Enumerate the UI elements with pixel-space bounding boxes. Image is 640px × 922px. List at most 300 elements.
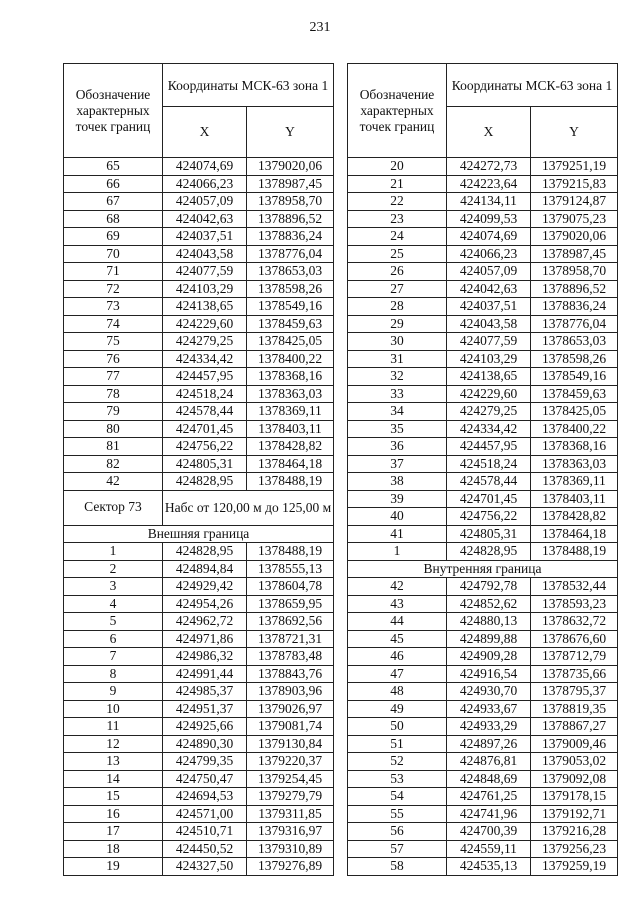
table-row (348, 788, 618, 806)
header-point-designation: Обозначение характерных точек границ (348, 64, 447, 158)
x-coordinate-cell: 424933,29 (447, 718, 531, 736)
point-number-cell: 8 (64, 665, 163, 683)
header-row (64, 64, 334, 107)
point-number-cell: 21 (348, 175, 447, 193)
y-coordinate-cell: 1379053,02 (531, 753, 618, 771)
outer-boundary-label: Внешняя граница (64, 525, 334, 543)
x-coordinate-cell: 424057,09 (447, 263, 531, 281)
x-coordinate-cell: 424792,78 (447, 578, 531, 596)
y-coordinate-cell: 1378464,18 (247, 455, 334, 473)
y-coordinate-cell: 1378598,26 (531, 350, 618, 368)
point-number-cell: 40 (348, 508, 447, 526)
x-coordinate-cell: 424037,51 (447, 298, 531, 316)
y-coordinate-cell: 1378428,82 (531, 508, 618, 526)
x-coordinate-cell: 424962,72 (163, 613, 247, 631)
table-row (348, 490, 618, 508)
y-coordinate-cell: 1378368,16 (531, 438, 618, 456)
point-number-cell: 66 (64, 175, 163, 193)
x-coordinate-cell: 424518,24 (163, 385, 247, 403)
point-number-cell: 23 (348, 210, 447, 228)
y-coordinate-cell: 1379009,46 (531, 735, 618, 753)
table-row (64, 420, 334, 438)
x-coordinate-cell: 424066,23 (447, 245, 531, 263)
y-coordinate-cell: 1379130,84 (247, 735, 334, 753)
x-coordinate-cell: 424701,45 (447, 490, 531, 508)
y-coordinate-cell: 1379075,23 (531, 210, 618, 228)
table-row (348, 613, 618, 631)
x-coordinate-cell: 424852,62 (447, 595, 531, 613)
point-number-cell: 41 (348, 525, 447, 543)
x-coordinate-cell: 424077,59 (447, 333, 531, 351)
point-number-cell: 38 (348, 473, 447, 491)
table-row (64, 298, 334, 316)
y-coordinate-cell: 1378549,16 (531, 368, 618, 386)
x-coordinate-cell: 424042,63 (447, 280, 531, 298)
y-coordinate-cell: 1378555,13 (247, 560, 334, 578)
point-number-cell: 20 (348, 158, 447, 176)
table-row (348, 455, 618, 473)
table-row (348, 298, 618, 316)
point-number-cell: 67 (64, 193, 163, 211)
point-number-cell: 45 (348, 630, 447, 648)
point-number-cell: 27 (348, 280, 447, 298)
point-number-cell: 47 (348, 665, 447, 683)
point-number-cell: 46 (348, 648, 447, 666)
point-number-cell: 5 (64, 613, 163, 631)
table-row (348, 683, 618, 701)
point-number-cell: 2 (64, 560, 163, 578)
x-coordinate-cell: 424138,65 (163, 298, 247, 316)
table-row (64, 578, 334, 596)
table-row (348, 263, 618, 281)
table-row (348, 385, 618, 403)
table-row (64, 315, 334, 333)
table-row (348, 858, 618, 876)
point-number-cell: 55 (348, 805, 447, 823)
table-row (64, 823, 334, 841)
table-row (348, 700, 618, 718)
x-coordinate-cell: 424756,22 (163, 438, 247, 456)
x-coordinate-cell: 424805,31 (447, 525, 531, 543)
y-coordinate-cell: 1379311,85 (247, 805, 334, 823)
table-row (348, 630, 618, 648)
header-coordinate-system: Координаты МСК-63 зона 1 (447, 64, 618, 107)
table-row (64, 648, 334, 666)
point-number-cell: 26 (348, 263, 447, 281)
x-coordinate-cell: 424279,25 (163, 333, 247, 351)
y-coordinate-cell: 1378425,05 (247, 333, 334, 351)
x-coordinate-cell: 424951,37 (163, 700, 247, 718)
table-row (348, 718, 618, 736)
y-coordinate-cell: 1379254,45 (247, 770, 334, 788)
table-row (348, 665, 618, 683)
y-coordinate-cell: 1378400,22 (247, 350, 334, 368)
left-rows-outer (64, 543, 334, 876)
point-number-cell: 58 (348, 858, 447, 876)
y-coordinate-cell: 1378363,03 (247, 385, 334, 403)
table-row (64, 840, 334, 858)
x-coordinate-cell: 424518,24 (447, 455, 531, 473)
table-row (348, 245, 618, 263)
point-number-cell: 49 (348, 700, 447, 718)
sector-row (64, 490, 334, 525)
table-row (348, 368, 618, 386)
point-number-cell: 16 (64, 805, 163, 823)
y-coordinate-cell: 1378464,18 (531, 525, 618, 543)
x-coordinate-cell: 424099,53 (447, 210, 531, 228)
table-row (348, 508, 618, 526)
y-coordinate-cell: 1379020,06 (531, 228, 618, 246)
x-coordinate-cell: 424450,52 (163, 840, 247, 858)
x-coordinate-cell: 424930,70 (447, 683, 531, 701)
x-coordinate-cell: 424074,69 (163, 158, 247, 176)
point-number-cell: 51 (348, 735, 447, 753)
table-row (64, 630, 334, 648)
point-number-cell: 24 (348, 228, 447, 246)
table-row (64, 228, 334, 246)
left-rows-top (64, 158, 334, 491)
point-number-cell: 72 (64, 280, 163, 298)
x-coordinate-cell: 424897,26 (447, 735, 531, 753)
table-row (348, 210, 618, 228)
point-number-cell: 30 (348, 333, 447, 351)
table-row (64, 858, 334, 876)
y-coordinate-cell: 1378549,16 (247, 298, 334, 316)
point-number-cell: 4 (64, 595, 163, 613)
table-row (64, 210, 334, 228)
table-row (348, 840, 618, 858)
table-row (64, 613, 334, 631)
x-coordinate-cell: 424077,59 (163, 263, 247, 281)
table-row (64, 175, 334, 193)
point-number-cell: 1 (348, 543, 447, 561)
x-coordinate-cell: 424578,44 (447, 473, 531, 491)
point-number-cell: 15 (64, 788, 163, 806)
x-coordinate-cell: 424933,67 (447, 700, 531, 718)
y-coordinate-cell: 1378836,24 (531, 298, 618, 316)
y-coordinate-cell: 1379124,87 (531, 193, 618, 211)
x-coordinate-cell: 424985,37 (163, 683, 247, 701)
coordinates-table-right (347, 63, 618, 876)
y-coordinate-cell: 1378712,79 (531, 648, 618, 666)
x-coordinate-cell: 424138,65 (447, 368, 531, 386)
y-coordinate-cell: 1378896,52 (247, 210, 334, 228)
x-coordinate-cell: 424971,86 (163, 630, 247, 648)
point-number-cell: 75 (64, 333, 163, 351)
y-coordinate-cell: 1378783,48 (247, 648, 334, 666)
y-coordinate-cell: 1379092,08 (531, 770, 618, 788)
table-row (348, 175, 618, 193)
x-coordinate-cell: 424279,25 (447, 403, 531, 421)
x-coordinate-cell: 424103,29 (163, 280, 247, 298)
table-row (64, 683, 334, 701)
x-coordinate-cell: 424799,35 (163, 753, 247, 771)
point-number-cell: 42 (64, 473, 163, 491)
table-row (64, 595, 334, 613)
y-coordinate-cell: 1378369,11 (247, 403, 334, 421)
table-row (64, 455, 334, 473)
y-coordinate-cell: 1379256,23 (531, 840, 618, 858)
x-coordinate-cell: 424103,29 (447, 350, 531, 368)
point-number-cell: 78 (64, 385, 163, 403)
table-row (348, 158, 618, 176)
y-coordinate-cell: 1378692,56 (247, 613, 334, 631)
point-number-cell: 69 (64, 228, 163, 246)
x-coordinate-cell: 424229,60 (163, 315, 247, 333)
y-coordinate-cell: 1379251,19 (531, 158, 618, 176)
y-coordinate-cell: 1378958,70 (531, 263, 618, 281)
y-coordinate-cell: 1379220,37 (247, 753, 334, 771)
x-coordinate-cell: 424741,96 (447, 805, 531, 823)
table-row (64, 700, 334, 718)
right-rows-inner (348, 578, 618, 876)
point-number-cell: 31 (348, 350, 447, 368)
x-coordinate-cell: 424756,22 (447, 508, 531, 526)
point-number-cell: 3 (64, 578, 163, 596)
x-coordinate-cell: 424457,95 (447, 438, 531, 456)
y-coordinate-cell: 1379310,89 (247, 840, 334, 858)
x-coordinate-cell: 424890,30 (163, 735, 247, 753)
table-row (348, 193, 618, 211)
point-number-cell: 1 (64, 543, 163, 561)
point-number-cell: 42 (348, 578, 447, 596)
point-number-cell: 6 (64, 630, 163, 648)
y-coordinate-cell: 1378459,63 (531, 385, 618, 403)
y-coordinate-cell: 1378400,22 (531, 420, 618, 438)
x-coordinate-cell: 424899,88 (447, 630, 531, 648)
x-coordinate-cell: 424457,95 (163, 368, 247, 386)
sector-label: Сектор 73 (64, 490, 163, 525)
point-number-cell: 43 (348, 595, 447, 613)
table-row (64, 753, 334, 771)
y-coordinate-cell: 1378795,37 (531, 683, 618, 701)
x-coordinate-cell: 424037,51 (163, 228, 247, 246)
table-row (64, 368, 334, 386)
y-coordinate-cell: 1378836,24 (247, 228, 334, 246)
x-coordinate-cell: 424042,63 (163, 210, 247, 228)
x-coordinate-cell: 424510,71 (163, 823, 247, 841)
x-coordinate-cell: 424894,84 (163, 560, 247, 578)
point-number-cell: 36 (348, 438, 447, 456)
x-coordinate-cell: 424828,95 (447, 543, 531, 561)
y-coordinate-cell: 1378987,45 (247, 175, 334, 193)
table-row (348, 403, 618, 421)
table-row (348, 438, 618, 456)
y-coordinate-cell: 1378488,19 (531, 543, 618, 561)
y-coordinate-cell: 1378819,35 (531, 700, 618, 718)
point-number-cell: 74 (64, 315, 163, 333)
x-coordinate-cell: 424701,45 (163, 420, 247, 438)
point-number-cell: 68 (64, 210, 163, 228)
y-coordinate-cell: 1378593,23 (531, 595, 618, 613)
y-coordinate-cell: 1378776,04 (247, 245, 334, 263)
table-row (348, 578, 618, 596)
y-coordinate-cell: 1378653,03 (531, 333, 618, 351)
x-coordinate-cell: 424805,31 (163, 455, 247, 473)
point-number-cell: 76 (64, 350, 163, 368)
point-number-cell: 54 (348, 788, 447, 806)
point-number-cell: 10 (64, 700, 163, 718)
y-coordinate-cell: 1378488,19 (247, 543, 334, 561)
header-x: X (447, 107, 531, 158)
table-row (348, 543, 618, 561)
point-number-cell: 53 (348, 770, 447, 788)
point-number-cell: 33 (348, 385, 447, 403)
table-row (348, 473, 618, 491)
y-coordinate-cell: 1378403,11 (531, 490, 618, 508)
table-row (348, 420, 618, 438)
x-coordinate-cell: 424986,32 (163, 648, 247, 666)
x-coordinate-cell: 424848,69 (447, 770, 531, 788)
point-number-cell: 81 (64, 438, 163, 456)
x-coordinate-cell: 424334,42 (447, 420, 531, 438)
point-number-cell: 57 (348, 840, 447, 858)
y-coordinate-cell: 1378632,72 (531, 613, 618, 631)
y-coordinate-cell: 1378659,95 (247, 595, 334, 613)
point-number-cell: 29 (348, 315, 447, 333)
y-coordinate-cell: 1379276,89 (247, 858, 334, 876)
header-coordinate-system: Координаты МСК-63 зона 1 (163, 64, 334, 107)
point-number-cell: 77 (64, 368, 163, 386)
y-coordinate-cell: 1378676,60 (531, 630, 618, 648)
y-coordinate-cell: 1378867,27 (531, 718, 618, 736)
y-coordinate-cell: 1378369,11 (531, 473, 618, 491)
x-coordinate-cell: 424909,28 (447, 648, 531, 666)
point-number-cell: 73 (64, 298, 163, 316)
table-row (348, 823, 618, 841)
y-coordinate-cell: 1378532,44 (531, 578, 618, 596)
x-coordinate-cell: 424559,11 (447, 840, 531, 858)
table-row (64, 665, 334, 683)
point-number-cell: 79 (64, 403, 163, 421)
point-number-cell: 56 (348, 823, 447, 841)
x-coordinate-cell: 424327,50 (163, 858, 247, 876)
x-coordinate-cell: 424043,58 (447, 315, 531, 333)
x-coordinate-cell: 424229,60 (447, 385, 531, 403)
x-coordinate-cell: 424700,39 (447, 823, 531, 841)
y-coordinate-cell: 1379081,74 (247, 718, 334, 736)
x-coordinate-cell: 424057,09 (163, 193, 247, 211)
point-number-cell: 37 (348, 455, 447, 473)
point-number-cell: 18 (64, 840, 163, 858)
point-number-cell: 9 (64, 683, 163, 701)
point-number-cell: 82 (64, 455, 163, 473)
y-coordinate-cell: 1379026,97 (247, 700, 334, 718)
point-number-cell: 7 (64, 648, 163, 666)
y-coordinate-cell: 1378958,70 (247, 193, 334, 211)
page-number: 231 (309, 20, 331, 35)
table-row (64, 333, 334, 351)
y-coordinate-cell: 1378488,19 (247, 473, 334, 491)
point-number-cell: 44 (348, 613, 447, 631)
x-coordinate-cell: 424954,26 (163, 595, 247, 613)
point-number-cell: 71 (64, 263, 163, 281)
x-coordinate-cell: 424223,64 (447, 175, 531, 193)
inner-boundary-label: Внутренняя граница (348, 560, 618, 578)
y-coordinate-cell: 1379279,79 (247, 788, 334, 806)
x-coordinate-cell: 424334,42 (163, 350, 247, 368)
header-row (348, 64, 618, 107)
point-number-cell: 14 (64, 770, 163, 788)
x-coordinate-cell: 424750,47 (163, 770, 247, 788)
point-number-cell: 65 (64, 158, 163, 176)
x-coordinate-cell: 424694,53 (163, 788, 247, 806)
table-row (64, 193, 334, 211)
inner-boundary-row (348, 560, 618, 578)
point-number-cell: 34 (348, 403, 447, 421)
point-number-cell: 17 (64, 823, 163, 841)
point-number-cell: 12 (64, 735, 163, 753)
y-coordinate-cell: 1379215,83 (531, 175, 618, 193)
x-coordinate-cell: 424916,54 (447, 665, 531, 683)
y-coordinate-cell: 1378903,96 (247, 683, 334, 701)
table-row (348, 280, 618, 298)
table-row (64, 788, 334, 806)
table-row (64, 735, 334, 753)
point-number-cell: 50 (348, 718, 447, 736)
y-coordinate-cell: 1378735,66 (531, 665, 618, 683)
y-coordinate-cell: 1379316,97 (247, 823, 334, 841)
x-coordinate-cell: 424535,13 (447, 858, 531, 876)
table-row (64, 770, 334, 788)
y-coordinate-cell: 1378428,82 (247, 438, 334, 456)
x-coordinate-cell: 424272,73 (447, 158, 531, 176)
point-number-cell: 70 (64, 245, 163, 263)
x-coordinate-cell: 424828,95 (163, 473, 247, 491)
table-row (348, 770, 618, 788)
y-coordinate-cell: 1379259,19 (531, 858, 618, 876)
y-coordinate-cell: 1378368,16 (247, 368, 334, 386)
header-x: X (163, 107, 247, 158)
table-row (64, 403, 334, 421)
table-row (348, 228, 618, 246)
table-row (348, 648, 618, 666)
x-coordinate-cell: 424925,66 (163, 718, 247, 736)
point-number-cell: 80 (64, 420, 163, 438)
header-y: Y (531, 107, 618, 158)
table-row (64, 543, 334, 561)
y-coordinate-cell: 1378604,78 (247, 578, 334, 596)
y-coordinate-cell: 1379178,15 (531, 788, 618, 806)
table-row (64, 245, 334, 263)
point-number-cell: 28 (348, 298, 447, 316)
y-coordinate-cell: 1378425,05 (531, 403, 618, 421)
table-row (64, 473, 334, 491)
y-coordinate-cell: 1379020,06 (247, 158, 334, 176)
point-number-cell: 35 (348, 420, 447, 438)
y-coordinate-cell: 1379192,71 (531, 805, 618, 823)
table-row (348, 735, 618, 753)
table-row (64, 158, 334, 176)
table-row (64, 280, 334, 298)
x-coordinate-cell: 424074,69 (447, 228, 531, 246)
table-row (64, 560, 334, 578)
y-coordinate-cell: 1378987,45 (531, 245, 618, 263)
coordinates-table-left (63, 63, 334, 876)
point-number-cell: 22 (348, 193, 447, 211)
table-row (64, 438, 334, 456)
y-coordinate-cell: 1378459,63 (247, 315, 334, 333)
y-coordinate-cell: 1378653,03 (247, 263, 334, 281)
x-coordinate-cell: 424761,25 (447, 788, 531, 806)
x-coordinate-cell: 424880,13 (447, 613, 531, 631)
table-row (64, 718, 334, 736)
y-coordinate-cell: 1378721,31 (247, 630, 334, 648)
point-number-cell: 11 (64, 718, 163, 736)
x-coordinate-cell: 424043,58 (163, 245, 247, 263)
x-coordinate-cell: 424929,42 (163, 578, 247, 596)
table-row (348, 350, 618, 368)
